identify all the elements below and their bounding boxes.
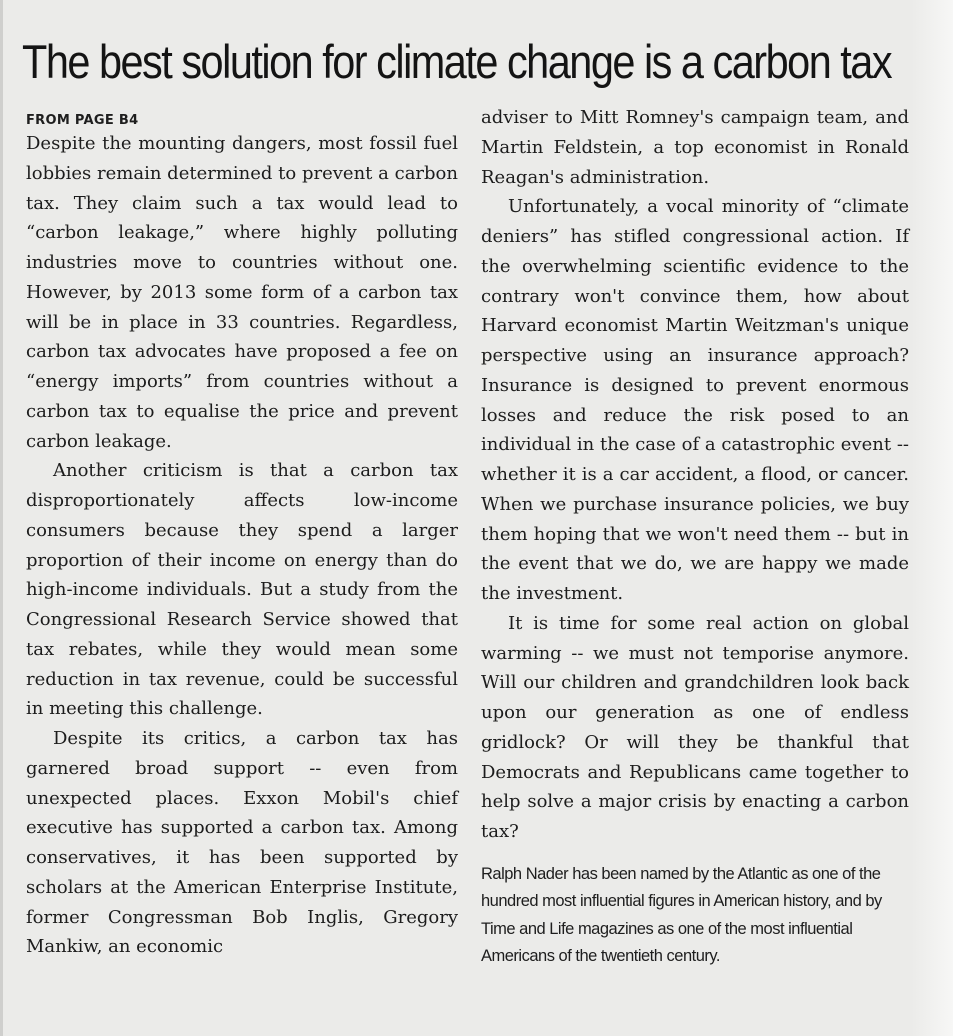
paragraph-insurance-approach: Unfortunately, a vocal minority of “climate deniers” has stifled congressional action. If the overwhelming scientific evidence to the contrary won't convince them, how about Harvard economist Martin Weitzman's unique perspective using an insurance approach? Insurance is designed to prevent enormous losses and reduce the risk posed to an individual in the case of a catastrophic event -- whether it is a car accident, a flood, or cancer. When we purchase insurance policies, we buy them hoping that we won't need them -- but in the event that we do, we are happy we made the investment. xyxy=(481,196,909,604)
paragraph-call-to-action: It is time for some real action on global warming -- we must not temporise anymore. Will our children and grandchildren look back upon our generation as one of endless gridlock? Or will they be thankful that Democrats and Republicans came together to help solve a major crisis by enacting a carbon tax? xyxy=(481,612,909,842)
jump-line: FROM PAGE B4 xyxy=(26,113,139,128)
clipping-right-edge xyxy=(911,0,953,1036)
paragraph-continued-supporters: adviser to Mitt Romney's campaign team, and Martin Feldstein, a top economist in Ronald Reagan's administration. xyxy=(481,107,909,188)
paragraph-broad-support: Despite its critics, a carbon tax has garnered broad support -- even from unexpected places. Exxon Mobil's chief executive has supported a carbon tax. Among conservatives, it has been supported by scholars at the American Enterprise Institute, former Congressman Bob Inglis, Gregory Mankiw, an economic xyxy=(26,728,458,958)
clipping-left-edge xyxy=(0,0,3,1036)
right-column xyxy=(481,103,909,971)
author-bio: Ralph Nader has been named by the Atlantic as one of the hundred most influential figures in American history, and by Time and Life magazines as one of the most influential Americans of the twentieth century. xyxy=(481,864,882,966)
paragraph-carbon-leakage: Despite the mounting dangers, most fossil fuel lobbies remain determined to prevent a carbon tax. They claim such a tax would lead to “carbon leakage,” where highly polluting industries move to countries without one. However, by 2013 some form of a carbon tax will be in place in 33 countries. Regardless, carbon tax advocates have proposed a fee on “energy imports” from countries without a carbon tax to equalise the price and prevent carbon leakage. xyxy=(26,133,458,452)
left-column xyxy=(26,113,458,962)
paragraph-low-income-criticism: Another criticism is that a carbon tax disproportionately affects low-income consumers because they spend a larger proportion of their income on energy than do high-income individuals. But a study from the Congressional Research Service showed that tax rebates, while they would mean some reduction in tax revenue, could be successful in meeting this challenge. xyxy=(26,460,458,720)
headline: The best solution for climate change is a carbon tax xyxy=(22,35,892,88)
